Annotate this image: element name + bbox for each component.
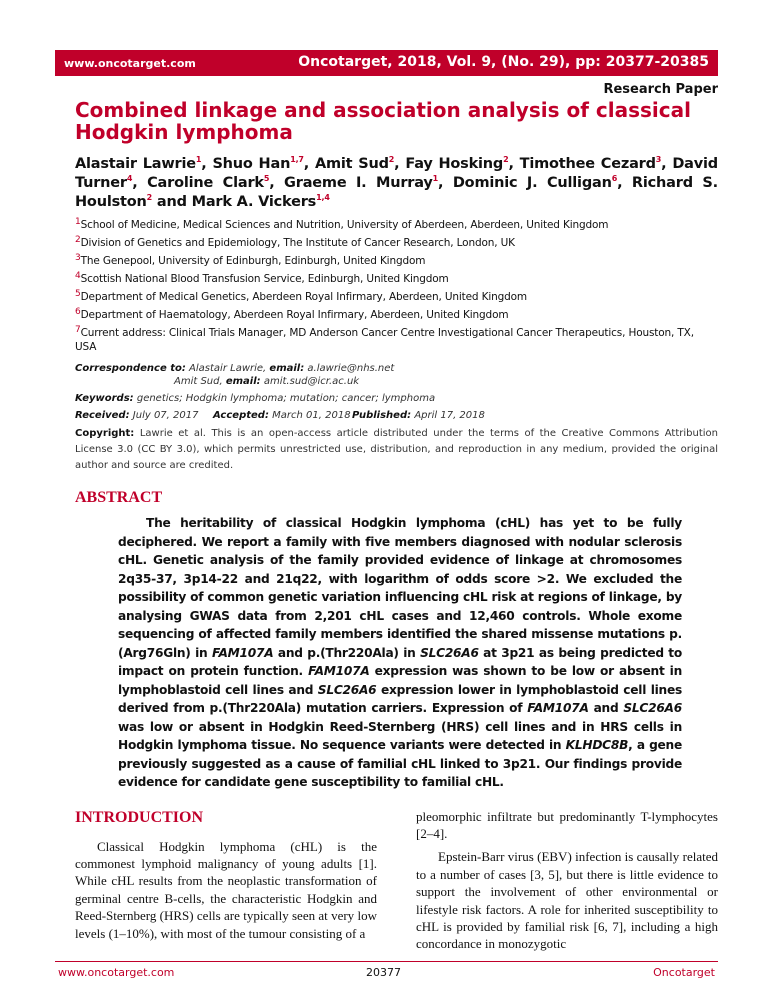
corr-name: Amit Sud, — [174, 376, 223, 387]
abstract-segment: expression lower in lymphoblastoid cell lines derived from p.(Thr220Ala) mutation carriers. Expression of — [118, 682, 682, 715]
page-title: Combined linkage and association analysis of classical Hodgkin lymphoma — [75, 98, 691, 144]
accepted-date: March 01, 2018 — [272, 410, 351, 421]
gene-name: FAM107A — [527, 701, 589, 715]
email-label: email: — [225, 376, 261, 387]
abstract-segment: The heritability of classical Hodgkin lymphoma (cHL) has yet to be fully deciphered. We report a family with five members diagnosed with nodular sclerosis cHL. Genetic analysis of the family provided evidence of linkage at chromosomes 2q35-37, 3p14-22 and 21q22, with logarithm of odds score >2. We excluded the possibility of common genetic variation influencing cHL risk at regions of linkage, by analysing GWAS data from 2,201 cHL cases and 12,460 controls. Whole exome sequencing of affected family members identified the shared missense mutations p.(Arg76Gln) in — [118, 516, 682, 660]
author-name: Graeme I. Murray — [284, 175, 433, 191]
correspondence — [75, 362, 718, 375]
email-link[interactable]: amit.sud@icr.ac.uk — [263, 376, 360, 387]
author-name: Dominic J. Culligan — [452, 175, 612, 191]
email-label: email: — [269, 363, 305, 374]
author-affiliation-mark: 1 — [432, 174, 439, 183]
introduction-heading: INTRODUCTION — [75, 808, 204, 826]
affiliation-text: The Genepool, University of Edinburgh, Edinburgh, United Kingdom — [80, 255, 426, 267]
affiliation-number: 7 — [75, 325, 81, 335]
abstract-segment: and — [588, 701, 624, 715]
affiliation-number: 1 — [75, 217, 81, 227]
gene-name: SLC26A6 — [420, 645, 479, 660]
abstract-segment: , a gene previously suggested as a cause of familial cHL linked to 3p21. Our findings provide evidence for candidate gene susceptibility to familial cHL. — [118, 738, 683, 789]
affiliation-number: 6 — [75, 307, 81, 317]
gene-name: FAM107A — [211, 645, 274, 660]
gene-name: FAM107A — [308, 664, 370, 678]
abstract-segment: expression was shown to be low or absent in lymphoblastoid cell lines and — [118, 664, 683, 697]
intro-paragraph: Epstein-Barr virus (EBV) infection is causally related to a number of cases [3, 5], but there is little evidence to support the involvement of other environmental or lifestyle risk factors. A role for inherited susceptibility to cHL is provided by familial risk [6, 7], including a high concordance in monozygotic — [416, 849, 718, 952]
footer — [55, 961, 718, 980]
affiliation-text: Scottish National Blood Transfusion Service, Edinburgh, United Kingdom — [80, 273, 449, 285]
author-affiliation-mark: 1 — [195, 155, 202, 164]
journal-banner — [55, 50, 718, 76]
affiliation-text: Current address: Clinical Trials Manager, MD Anderson Cancer Centre Investigational Cancer Therapeutics, Houston, TX, USA — [75, 327, 694, 353]
website-link[interactable]: www.oncotarget.com — [64, 57, 196, 70]
dates — [75, 409, 718, 422]
affiliation-item — [75, 254, 718, 268]
affiliation-item — [75, 272, 718, 286]
affiliations — [75, 218, 718, 354]
author-affiliation-mark: 4 — [126, 174, 133, 183]
published-label: Published: — [352, 410, 412, 421]
author-affiliation-mark: 2 — [146, 193, 153, 202]
affiliation-item — [75, 308, 718, 322]
author-name: Amit Sud — [314, 156, 389, 172]
published-date: April 17, 2018 — [414, 410, 485, 421]
keywords-label: Keywords: — [75, 393, 134, 404]
author-list: Alastair Lawrie$^1$, Shuo Han$^{1,7}$, Amit Sud$^2$, Fay Hosking$^2$, Timothee Cezard$^3$, David Turner$^4$, Caroline Clark$^5$, Graeme I. Murray$^1$, Dominic J. Culligan$^6$, Richard S. Houlston$^2$ and Mark A. Vickers$^{1,4}$ — [75, 155, 718, 210]
accepted-label: Accepted: — [213, 410, 269, 421]
citation: Oncotarget, 2018, Vol. 9, (No. 29), pp: 20377-20385 — [298, 54, 709, 70]
author-name: Timothee Cezard — [519, 156, 656, 172]
keywords — [75, 392, 718, 405]
received-date: July 07, 2017 — [132, 410, 199, 421]
affiliation-number: 4 — [75, 271, 81, 281]
affiliation-text: Division of Genetics and Epidemiology, The Institute of Cancer Research, London, UK — [80, 237, 515, 249]
correspondence-2 — [75, 375, 718, 388]
affiliation-item — [75, 218, 718, 232]
abstract-segment: and p.(Thr220Ala) in — [273, 645, 421, 660]
author-affiliation-mark: 2 — [503, 155, 509, 164]
gene-name: KLHDC8B — [565, 738, 629, 752]
affiliation-number: 3 — [75, 253, 81, 263]
author-name: Richard S. Houlston — [75, 175, 718, 210]
abstract-heading: ABSTRACT — [75, 489, 163, 506]
keywords-value: genetics; Hodgkin lymphoma; mutation; cancer; lymphoma — [136, 393, 436, 404]
author-affiliation-mark: 1,4 — [316, 193, 330, 202]
gene-name: SLC26A6 — [317, 682, 377, 697]
content — [55, 82, 718, 953]
author-name: Alastair Lawrie — [75, 156, 196, 172]
affiliation-item — [75, 236, 718, 250]
author-affiliation-mark: 1,7 — [290, 155, 304, 164]
abstract-text — [118, 514, 682, 792]
copyright — [75, 426, 718, 474]
article-type: Research Paper — [603, 82, 718, 97]
author-affiliation-mark: 5 — [263, 174, 270, 183]
intro-paragraph: Classical Hodgkin lymphoma (cHL) is the commonest lymphoid malignancy of young adults [1]. While cHL results from the neoplastic transformation of germinal centre B-cells, the characteristic Hodgkin and Reed-Sternberg (HRS) cells are typically seen at very low levels (1–10%), with most of the tumour consisting of a — [75, 838, 377, 941]
correspondence-label: Correspondence to: — [75, 363, 186, 374]
intro-left-column — [75, 808, 377, 953]
author-affiliation-mark: 6 — [611, 174, 618, 183]
abstract-segment: was low or absent in Hodgkin Reed-Sternberg (HRS) cell lines and in HRS cells in Hodgkin lymphoma tissue. No sequence variants were detected in — [118, 719, 682, 752]
affiliation-text: School of Medicine, Medical Sciences and Nutrition, University of Aberdeen, Aberdeen, United Kingdom — [80, 219, 609, 231]
author-name: Fay Hosking — [405, 156, 504, 172]
affiliation-text: Department of Haematology, Aberdeen Royal Infirmary, Aberdeen, United Kingdom — [80, 309, 509, 321]
footer-website[interactable]: www.oncotarget.com — [58, 965, 175, 979]
author-affiliation-mark: 2 — [388, 155, 395, 164]
affiliation-item — [75, 326, 718, 354]
affiliation-number: 5 — [75, 289, 81, 299]
author-name: Shuo Han — [212, 156, 291, 172]
introduction — [75, 808, 718, 953]
affiliation-text: Department of Medical Genetics, Aberdeen Royal Infirmary, Aberdeen, United Kingdom — [80, 291, 528, 303]
copyright-text: Lawrie et al. This is an open-access article distributed under the terms of the Creative Commons Attribution License 3.0 (CC BY 3.0), which permits unrestricted use, distribution, and reproduction in any medium, provided the original author and source are credited. — [75, 428, 718, 471]
copyright-label: Copyright: — [75, 428, 135, 439]
corr-name: Alastair Lawrie, — [189, 363, 267, 374]
author-name: David Turner — [75, 156, 718, 191]
author-name: Caroline Clark — [147, 175, 264, 191]
email-link[interactable]: a.lawrie@nhs.net — [307, 363, 395, 374]
page-number: 20377 — [366, 965, 401, 979]
gene-name: SLC26A6 — [623, 701, 682, 715]
affiliation-number: 2 — [75, 235, 81, 245]
intro-right-column — [416, 808, 718, 953]
intro-paragraph: pleomorphic infiltrate but predominantly T-lymphocytes [2–4]. — [416, 808, 718, 841]
footer-journal: Oncotarget — [653, 965, 715, 979]
received-label: Received: — [75, 410, 130, 421]
affiliation-item — [75, 290, 718, 304]
abstract-segment: at 3p21 as being predicted to impact on protein function. — [118, 645, 682, 678]
author-affiliation-mark: 3 — [655, 155, 662, 164]
author-name: Mark A. Vickers — [191, 194, 317, 210]
